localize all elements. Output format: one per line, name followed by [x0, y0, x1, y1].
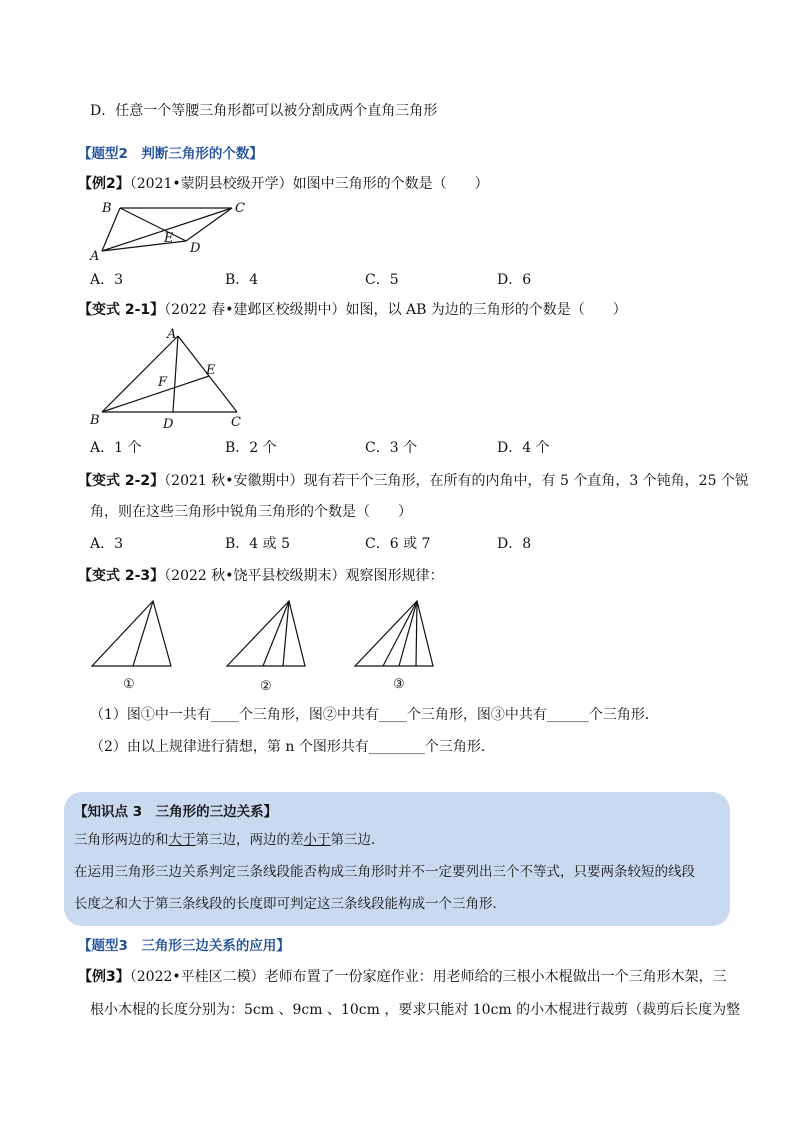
- var21-option-a: A．1 个: [90, 440, 142, 456]
- label-d: D: [190, 241, 201, 256]
- label-d: D: [163, 417, 174, 432]
- knowledge-line1: [74, 830, 375, 850]
- knowledge-point-box: [64, 792, 730, 926]
- knowledge-line2: 在运用三角形三边关系判定三条线段能否构成三角形时并不一定要列出三个不等式，只要两条较短的线段: [74, 864, 695, 880]
- label-e: E: [164, 231, 174, 246]
- variant21-tag: 【变式 2-1】: [78, 302, 165, 318]
- variant23-sub1: （1）图①中一共有____个三角形，图②中共有____个三角形，图③中共有______个三角形．: [90, 707, 659, 723]
- example3-tag: 【例3】: [78, 969, 130, 985]
- label-c: C: [235, 201, 245, 216]
- variant21-question: [78, 300, 627, 320]
- example3-text-line1: （2022•平桂区二模）老师布置了一份家庭作业：用老师给的三根小木棍做出一个三角形木架，三: [129, 969, 727, 985]
- knowledge-line1-b: 大于: [168, 832, 196, 848]
- example3-text-line2: 根小木棍的长度分别为：5cm 、9cm 、10cm ，要求只能对 10cm 的小木棍进行裁剪（裁剪后长度为整: [90, 1002, 741, 1018]
- example2-question: [78, 174, 489, 194]
- variant23-figures: [85, 596, 455, 694]
- example3-question: [78, 967, 727, 987]
- example2-text: （2021•蒙阴县校级开学）如图中三角形的个数是（ ）: [129, 176, 489, 192]
- label-b: B: [102, 201, 112, 216]
- label-a: A: [90, 249, 100, 264]
- section-heading-type3: 【题型3 三角形三边关系的应用】: [78, 938, 290, 954]
- label-e: E: [206, 363, 216, 378]
- label-a: A: [167, 327, 177, 342]
- knowledge-line3: 长度之和大于第三条线段的长度即可判定这三条线段能构成一个三角形．: [74, 896, 506, 912]
- option-d-text: D．任意一个等腰三角形都可以被分割成两个直角三角形: [90, 103, 438, 119]
- knowledge-line1-c: 第三边，两边的差: [195, 832, 304, 848]
- var22-option-d: D．8: [497, 536, 532, 552]
- variant22-tag: 【变式 2-2】: [78, 473, 165, 489]
- variant22-text-line1: （2021 秋•安徽期中）现有若干个三角形，在所有的内角中，有 5 个直角，3 个钝角，25 个锐: [164, 473, 749, 489]
- knowledge-line1-d: 小于: [303, 832, 331, 848]
- knowledge-title: 【知识点 3 三角形的三边关系】: [74, 804, 278, 820]
- label-c: C: [231, 415, 241, 430]
- variant21-figure: [85, 324, 255, 432]
- var21-option-d: D．4 个: [497, 440, 550, 456]
- variant23-question: [78, 566, 444, 586]
- figure1-label: ①: [123, 677, 135, 692]
- var22-option-b: B．4 或 5: [225, 536, 291, 552]
- var22-option-a: A．3: [90, 536, 124, 552]
- knowledge-line1-a: 三角形两边的和: [74, 832, 169, 848]
- variant23-text: （2022 秋•饶平县校级期末）观察图形规律：: [164, 568, 444, 584]
- knowledge-line1-e: 第三边.: [330, 832, 376, 848]
- variant23-tag: 【变式 2-3】: [78, 568, 165, 584]
- var21-option-c: C．3 个: [365, 440, 418, 456]
- variant23-sub2: （2）由以上规律进行猜想，第 n 个图形共有________个三角形．: [90, 739, 495, 755]
- ex2-option-c: C．5: [365, 272, 399, 288]
- example2-tag: 【例2】: [78, 176, 130, 192]
- label-f: F: [158, 375, 168, 390]
- variant22-question: [78, 471, 749, 491]
- var22-option-c: C．6 或 7: [365, 536, 431, 552]
- label-b: B: [90, 413, 100, 428]
- var21-option-b: B．2 个: [225, 440, 277, 456]
- ex2-option-a: A．3: [90, 272, 124, 288]
- ex2-option-d: D．6: [497, 272, 532, 288]
- variant22-text-line2: 角，则在这些三角形中锐角三角形的个数是（ ）: [90, 504, 412, 520]
- figure2-label: ②: [260, 679, 272, 694]
- figure3-label: ③: [393, 677, 405, 692]
- section-heading-type2: 【题型2 判断三角形的个数】: [78, 146, 263, 162]
- variant21-text: （2022 春•建邺区校级期中）如图，以 AB 为边的三角形的个数是（ ）: [164, 302, 627, 318]
- ex2-option-b: B．4: [225, 272, 259, 288]
- example2-figure: [80, 196, 280, 264]
